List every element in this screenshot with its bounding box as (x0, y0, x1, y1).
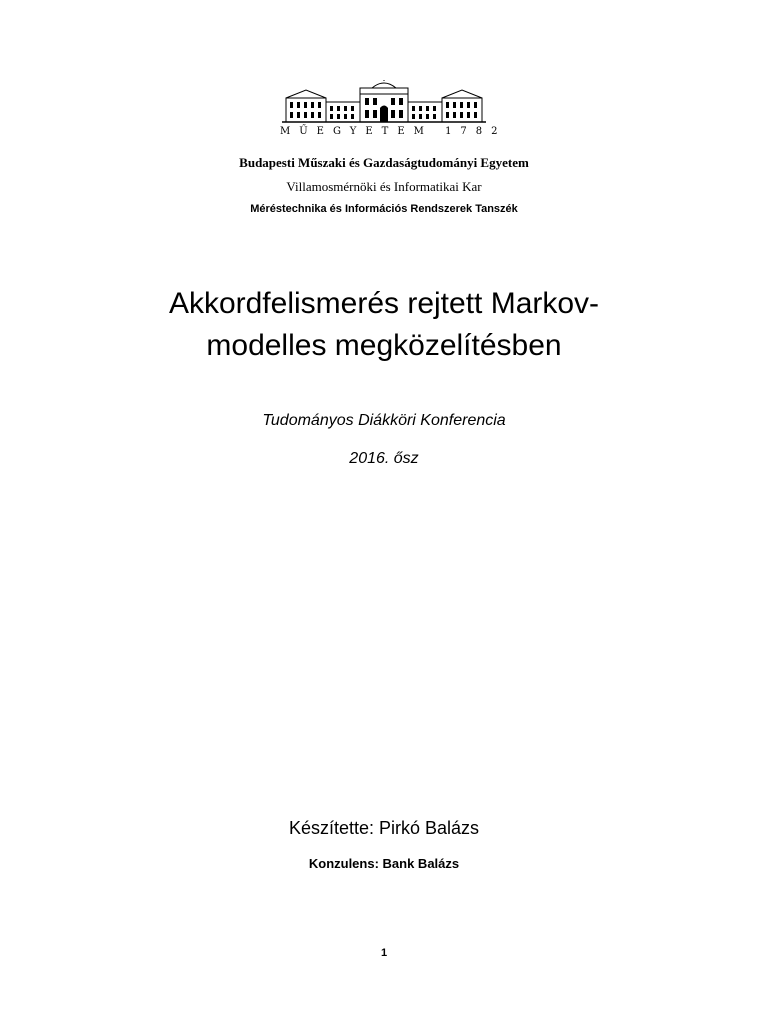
advisor-line: Konzulens: Bank Balázs (308, 856, 460, 871)
title-line-2: modelles megközelítésben (206, 329, 562, 362)
page-number: 1 (380, 947, 388, 959)
conference-name: Tudományos Diákköri Konferencia (262, 412, 506, 429)
conference-season: 2016. ősz (349, 450, 419, 467)
document-title (0, 283, 768, 367)
department-name: Méréstechnika és Információs Rendszerek Tanszék (250, 203, 518, 215)
title-line-1: Akkordfelismerés rejtett Markov- (168, 287, 600, 320)
author-line: Készítette: Pirkó Balázs (288, 818, 480, 838)
logo-wordmark: MŰEGYETEM 1782 (280, 126, 507, 137)
university-name: Budapesti Műszaki és Gazdaságtudományi Egyetem (239, 155, 529, 170)
faculty-name: Villamosmérnöki és Informatikai Kar (286, 179, 482, 194)
